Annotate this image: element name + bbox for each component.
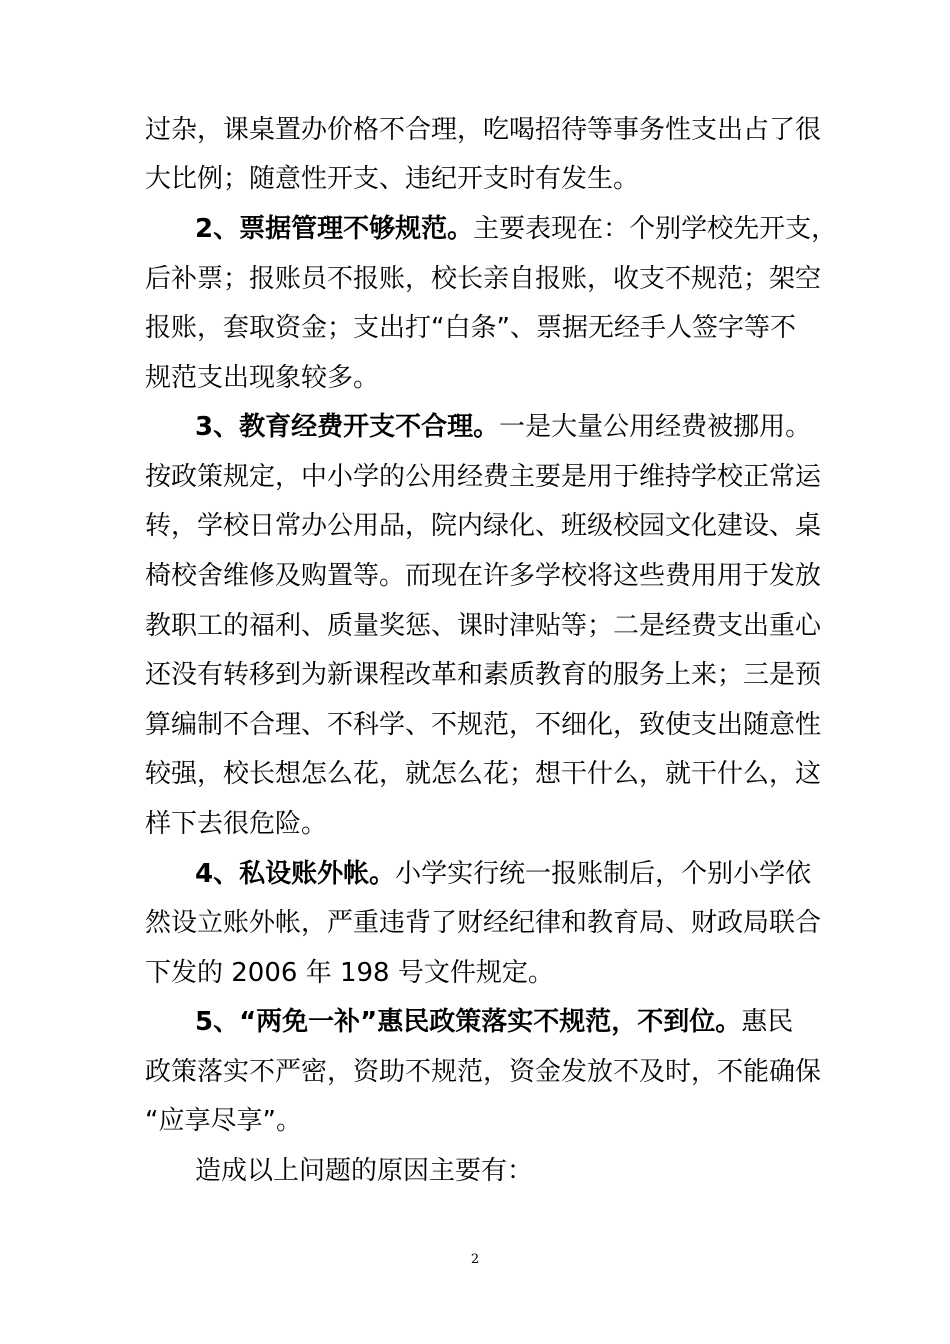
- section-2-heading-line: 2、票据管理不够规范。主要表现在：个别学校先开支，: [195, 214, 838, 244]
- body-line-10: 椅校舍维修及购置等。而现在许多学校将这些费用用于发放: [145, 561, 822, 591]
- body-line-11: 教职工的福利、质量奖惩、课时津贴等；二是经费支出重心: [145, 611, 822, 641]
- body-line-15: 样下去很危险。: [145, 809, 328, 839]
- body-line-4: 后补票；报账员不报账，校长亲自报账，收支不规范；架空: [145, 264, 822, 294]
- body-line-5: 报账，套取资金；支出打“白条”、票据无经手人签字等不: [145, 313, 796, 343]
- body-line-20: 政策落实不严密，资助不规范，资金发放不及时，不能确保: [145, 1057, 822, 1087]
- section-3-heading-line: 3、教育经费开支不合理。一是大量公用经费被挪用。: [195, 412, 812, 442]
- section-4-heading: 4、私设账外帐。: [195, 859, 396, 889]
- body-line-8: 按政策规定，中小学的公用经费主要是用于维持学校正常运: [145, 462, 822, 492]
- body-line-13: 算编制不合理、不科学、不规范，不细化，致使支出随意性: [145, 710, 822, 740]
- body-line-21: “应享尽享”。: [145, 1106, 302, 1136]
- body-line-9: 转，学校日常办公用品，院内绿化、班级校园文化建设、桌: [145, 511, 822, 541]
- causes-intro-line: 造成以上问题的原因主要有：: [195, 1156, 534, 1186]
- body-line-17: 然设立账外帐，严重违背了财经纪律和教育局、财政局联合: [145, 908, 822, 938]
- body-line-1: 过杂，课桌置办价格不合理，吃喝招待等事务性支出占了很: [145, 115, 822, 145]
- section-2-heading: 2、票据管理不够规范。: [195, 214, 474, 244]
- body-line-14: 较强，校长想怎么花，就怎么花；想干什么，就干什么，这: [145, 759, 822, 789]
- body-line-12: 还没有转移到为新课程改革和素质教育的服务上来；三是预: [145, 660, 822, 690]
- body-line-6: 规范支出现象较多。: [145, 363, 380, 393]
- section-5-heading-line: 5、“两免一补”惠民政策落实不规范，不到位。惠民: [195, 1007, 794, 1037]
- page-number: 2: [470, 1252, 480, 1267]
- body-line-18: 下发的 2006 年 198 号文件规定。: [145, 958, 554, 988]
- section-4-heading-line: 4、私设账外帐。小学实行统一报账制后，个别小学依: [195, 859, 812, 889]
- body-line-2: 大比例；随意性开支、违纪开支时有发生。: [145, 164, 640, 194]
- section-3-heading: 3、教育经费开支不合理。: [195, 412, 500, 442]
- section-5-heading: 5、“两免一补”惠民政策落实不规范，不到位。: [195, 1007, 742, 1037]
